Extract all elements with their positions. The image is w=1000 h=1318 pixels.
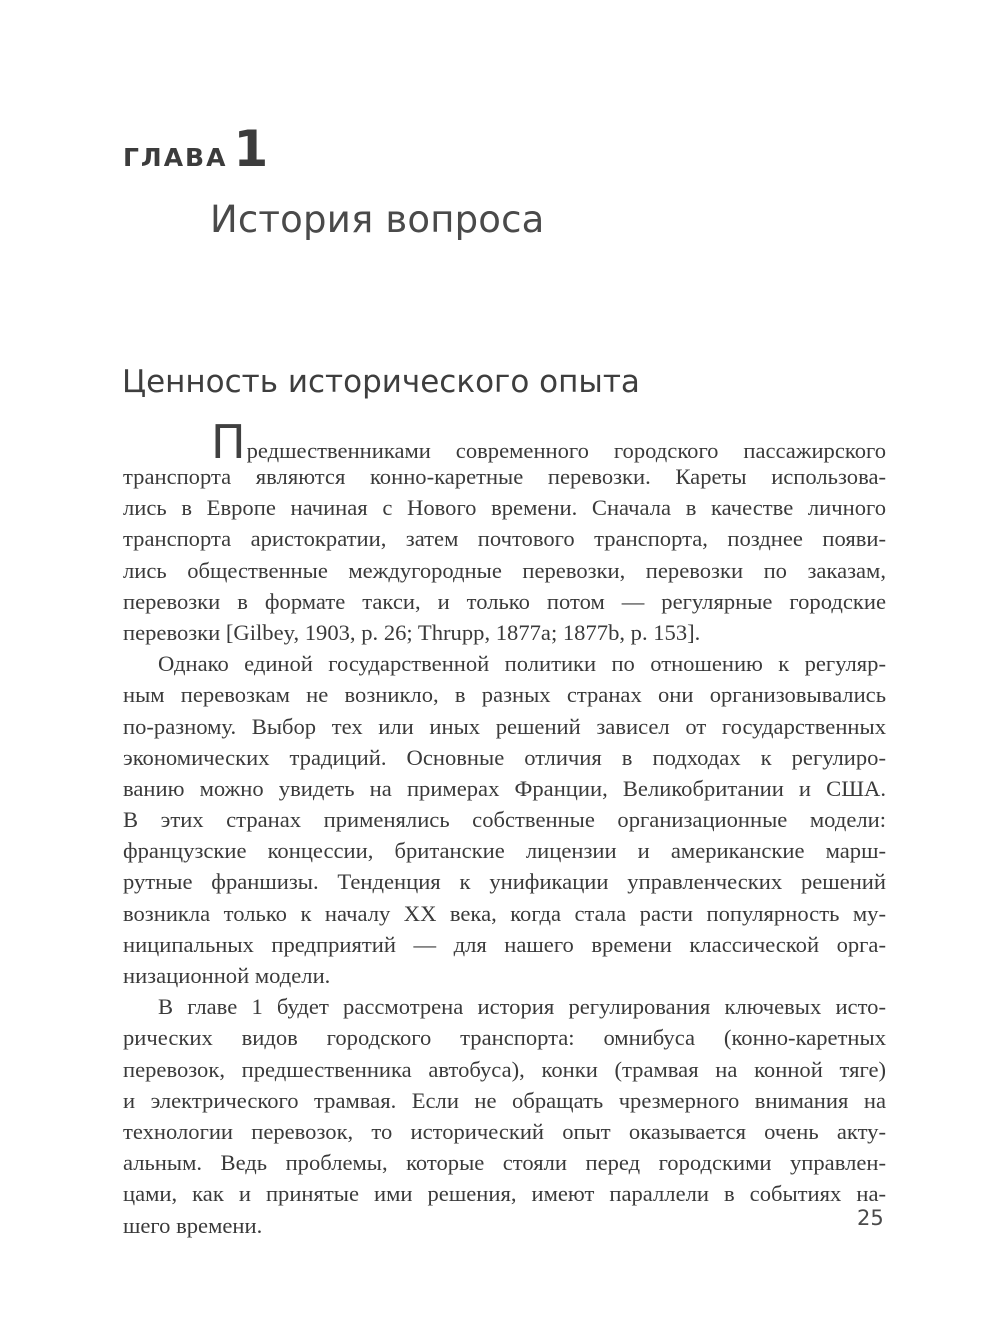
text-line: перевозки в формате такси, и только потом — регулярные городские: [123, 588, 886, 614]
text-line: технологии перевозок, то исторический опыт оказывается очень акту-: [123, 1118, 886, 1144]
text-line: возникла только к началу XX века, когда стала расти популярность му-: [123, 900, 886, 926]
text-line: транспорта являются конно-каретные перевозки. Кареты использова-: [123, 464, 886, 489]
text-line: лись общественные междугородные перевозки, перевозки по заказам,: [123, 557, 886, 583]
paragraph-3: [123, 991, 886, 1241]
text-line: [123, 415, 886, 469]
chapter-number: 1: [233, 120, 269, 178]
text-line: транспорта аристократии, затем почтового транспорта, позднее появи-: [123, 526, 886, 552]
text-line: рутные франшизы. Тенденция к унификации управленческих решений: [123, 869, 886, 895]
text-line: ниципальных предприятий — для нашего времени классической орга-: [123, 931, 886, 957]
text-line: В главе 1 будет рассмотрена история регулирования ключевых исто-: [158, 994, 886, 1020]
text-line: французские концессии, британские лицензии и американские марш-: [123, 838, 886, 864]
text-line: В этих странах применялись собственные организационные модели:: [123, 807, 886, 833]
paragraph-2: [123, 648, 886, 991]
text-line: ным перевозкам не возникло, в разных странах они организовывались: [123, 682, 886, 708]
text-line: перевозки [Gilbey, 1903, p. 26; Thrupp, 1877a; 1877b, p. 153].: [123, 619, 701, 645]
body-text: [123, 415, 886, 1241]
text-line: экономических традиций. Основные отличия в подходах к регулиро-: [123, 744, 886, 770]
text-line: лись в Европе начиная с Нового времени. Сначала в качестве личного: [123, 495, 886, 521]
page-number: 25: [857, 1206, 884, 1230]
text-line: низационной модели.: [123, 963, 331, 988]
chapter-title: История вопроса: [210, 198, 545, 241]
text-line: и электрического трамвая. Если не обращать чрезмерного внимания на: [123, 1087, 886, 1113]
text-line: по-разному. Выбор тех или иных решений зависел от государственных: [123, 713, 886, 739]
text-line: рических видов городского транспорта: омнибуса (конно-каретных: [123, 1025, 886, 1051]
text-line: Однако единой государственной политики по отношению к регуляр-: [158, 651, 886, 677]
text-line: перевозок, предшественника автобуса), конки (трамвая на конной тяге): [123, 1056, 886, 1082]
text-line: цами, как и принятые ими решения, имеют параллели в событиях на-: [123, 1181, 886, 1207]
text-line: ванию можно увидеть на примерах Франции, Великобритании и США.: [123, 775, 886, 801]
chapter-label: ГЛАВА: [123, 143, 228, 172]
drop-cap: П: [211, 415, 246, 469]
section-title: Ценность исторического опыта: [122, 364, 640, 400]
text-line-content: редшественниками современного городского пассажирского: [246, 438, 886, 463]
text-line: альным. Ведь проблемы, которые стояли перед городскими управлен-: [123, 1150, 886, 1176]
chapter-heading: [123, 120, 268, 178]
text-line: шего времени.: [123, 1212, 263, 1238]
paragraph-1: [123, 415, 886, 648]
